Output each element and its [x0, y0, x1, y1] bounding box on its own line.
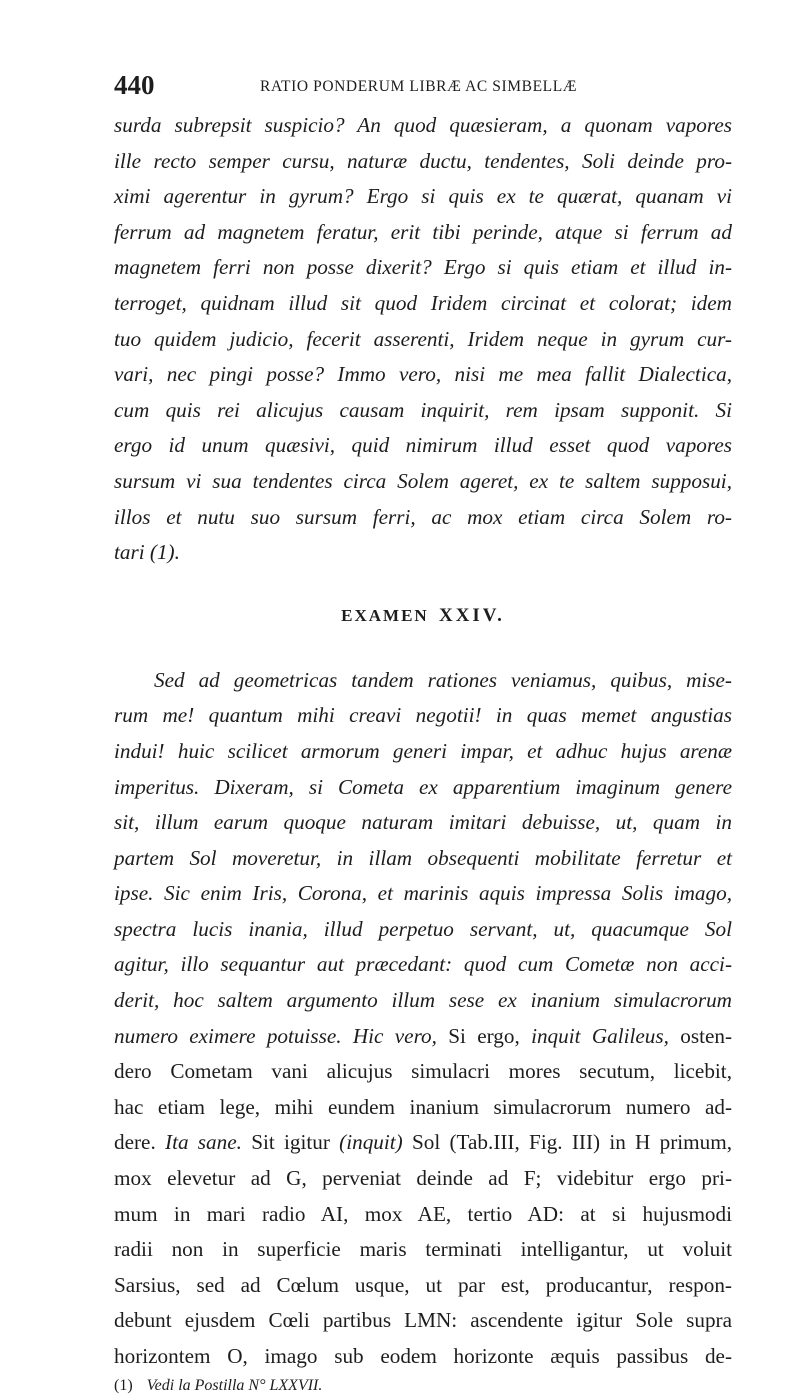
footnote-text: Vedi la Postilla N° LXXVII.: [146, 1376, 323, 1394]
text-line: Sarsius, sed ad Cœlum usque, ut par est, producantur, respon-: [114, 1272, 732, 1297]
text-line: ferrum ad magnetem feratur, erit tibi perinde, atque si ferrum ad: [114, 219, 732, 244]
text-line: cum quis rei alicujus causam inquirit, rem ipsam supponit. Si: [114, 397, 732, 422]
text-line: terroget, quidnam illud sit quod Iridem circinat et colorat; idem: [114, 290, 732, 315]
roman-run: osten-: [668, 1023, 733, 1048]
text-line: surda subrepsit suspicio? An quod quæsieram, a quonam vapores: [114, 113, 732, 137]
page: [114, 58, 732, 1395]
section-number: XXIV.: [438, 604, 505, 626]
text-line: mum in mari radio AI, mox AE, tertio AD: at si hujusmodi: [114, 1201, 732, 1226]
text-line: spectra lucis inania, illud perpetuo servant, ut, quacumque Sol: [114, 916, 732, 941]
text-line: ergo id unum quæsivi, quid nimirum illud esset quod vapores: [114, 433, 732, 458]
text-line: ipse. Sic enim Iris, Corona, et marinis aquis impressa Solis imago,: [114, 881, 732, 906]
text-line: partem Sol moveretur, in illam obsequenti mobilitate ferretur et: [114, 845, 732, 870]
text-line: indui! huic scilicet armorum generi impar, et adhuc hujus arenæ: [114, 738, 732, 763]
text-line: sursum vi sua tendentes circa Solem ageret, ex te saltem supposui,: [114, 468, 732, 493]
text-line: derit, hoc saltem argumento illum sese ex inanium simulacrorum: [114, 988, 732, 1013]
paragraph-1: [114, 108, 732, 571]
italic-run: inquit Galileus,: [531, 1023, 669, 1048]
footnote-mark: (1): [114, 1376, 133, 1394]
text-line: Sed ad geometricas tandem rationes veniamus, quibus, mise-: [154, 667, 732, 692]
text-line: tari (1).: [114, 540, 180, 565]
roman-run: Si ergo,: [436, 1023, 532, 1048]
paragraph-2: [114, 663, 732, 1375]
roman-run: Sol (Tab.III, Fig. III) in H primum,: [402, 1130, 732, 1155]
text-line: imperitus. Dixeram, si Cometa ex apparentium imaginum genere: [114, 774, 732, 799]
section-label: EXAMEN: [341, 605, 429, 625]
page-number: 440: [114, 70, 155, 100]
text-line: dero Cometam vani alicujus simulacri mores secutum, licebit,: [114, 1059, 732, 1084]
text-line: ille recto semper cursu, naturæ ductu, tendentes, Soli deinde pro-: [114, 148, 732, 173]
roman-run: dere.: [114, 1130, 166, 1155]
text-line-mixed: [114, 1125, 732, 1161]
text-line: sit, illum earum quoque naturam imitari debuisse, ut, quam in: [114, 810, 732, 835]
roman-run: Sit igitur: [241, 1130, 340, 1155]
footnote: [114, 1377, 732, 1395]
text-line: vari, nec pingi posse? Immo vero, nisi me mea fallit Dialectica,: [114, 362, 732, 387]
text-line: hac etiam lege, mihi eundem inanium simulacrorum numero ad-: [114, 1094, 732, 1119]
text-line: rum me! quantum mihi creavi negotii! in quas memet angustias: [114, 703, 732, 728]
text-line: radii non in superficie maris terminati intelligantur, ut voluit: [114, 1237, 732, 1262]
italic-run: (inquit): [339, 1130, 403, 1155]
text-line: agitur, illo sequantur aut præcedant: quod cum Cometæ non acci-: [114, 952, 732, 977]
text-line: illos et nutu suo sursum ferri, ac mox etiam circa Solem ro-: [114, 504, 732, 529]
section-heading: [114, 605, 732, 627]
page-header: [114, 58, 732, 108]
text-line: debunt ejusdem Cœli partibus LMN: ascendente igitur Sole supra: [114, 1308, 732, 1333]
text-line: ximi agerentur in gyrum? Ergo si quis ex te quærat, quanam vi: [114, 184, 732, 209]
running-head: RATIO PONDERUM LIBRÆ AC SIMBELLÆ: [260, 78, 578, 95]
text-line: tuo quidem judicio, fecerit asserenti, Iridem neque in gyrum cur-: [114, 326, 732, 351]
text-line-mixed: [114, 1019, 732, 1055]
text-line: horizontem O, imago sub eodem horizonte æquis passibus de-: [114, 1344, 732, 1368]
text-line: magnetem ferri non posse dixerit? Ergo si quis etiam et illud in-: [114, 255, 732, 280]
italic-run: Ita sane.: [165, 1130, 242, 1155]
text-line: mox elevetur ad G, perveniat deinde ad F; videbitur ergo pri-: [114, 1166, 732, 1191]
italic-run: numero eximere potuisse. Hic vero,: [114, 1023, 437, 1048]
